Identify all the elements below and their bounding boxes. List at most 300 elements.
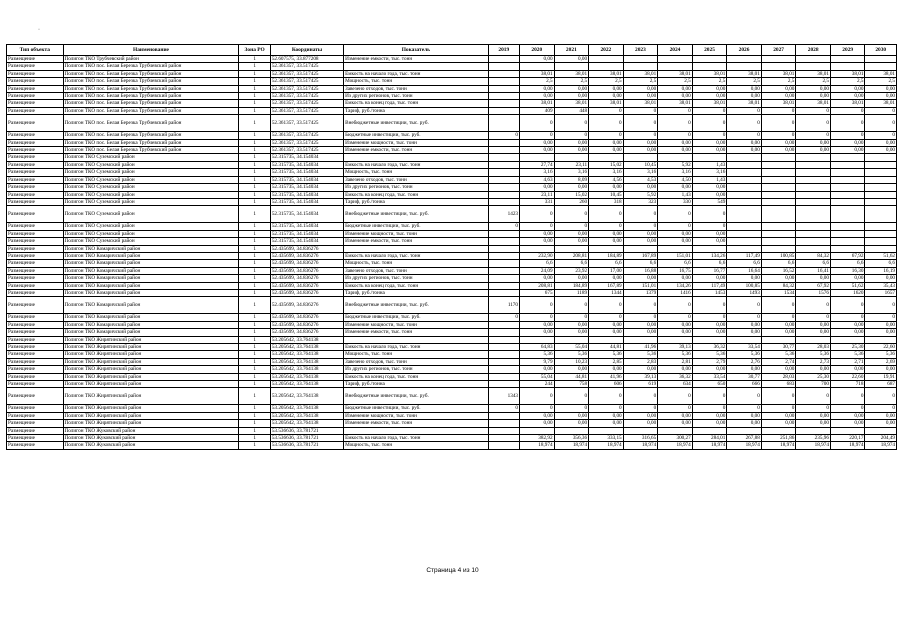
value-cell: 2,5 bbox=[520, 78, 555, 85]
value-cell: 2,5 bbox=[796, 78, 831, 85]
zone-cell: 1 bbox=[239, 420, 270, 427]
column-header: 2019 bbox=[488, 45, 519, 56]
object-type-cell: Размещение bbox=[7, 70, 64, 77]
value-cell: 208,81 bbox=[520, 282, 555, 289]
value-cell bbox=[865, 245, 897, 252]
value-cell: 448 bbox=[554, 107, 589, 114]
table-row bbox=[7, 191, 897, 198]
zone-cell: 1 bbox=[239, 56, 270, 63]
table-row bbox=[7, 238, 897, 245]
column-header: 2020 bbox=[520, 45, 555, 56]
value-cell bbox=[727, 154, 762, 161]
value-cell: 38,01 bbox=[623, 100, 658, 107]
value-cell: 0,00 bbox=[589, 366, 624, 373]
table-row bbox=[7, 427, 897, 434]
value-cell bbox=[554, 427, 589, 434]
name-cell: Полигон ТКО Жирятинский район bbox=[63, 358, 239, 365]
value-cell bbox=[488, 70, 519, 77]
value-cell: 0 bbox=[830, 132, 865, 139]
value-cell: 0,00 bbox=[554, 230, 589, 237]
data-table-container bbox=[6, 44, 897, 450]
value-cell: 0,00 bbox=[520, 238, 555, 245]
value-cell: 0 bbox=[554, 314, 589, 321]
value-cell: 38,01 bbox=[761, 100, 796, 107]
table-row bbox=[7, 405, 897, 412]
value-cell: 0 bbox=[761, 297, 796, 314]
zone-cell: 1 bbox=[239, 154, 270, 161]
value-cell: 2,69 bbox=[865, 358, 897, 365]
value-cell bbox=[830, 191, 865, 198]
value-cell bbox=[727, 184, 762, 191]
value-cell: 0,00 bbox=[520, 366, 555, 373]
value-cell bbox=[796, 176, 831, 183]
value-cell bbox=[520, 63, 555, 70]
value-cell: 675 bbox=[520, 289, 555, 296]
indicator-cell: Изменение емкости, тыс. тонн bbox=[344, 56, 488, 63]
zone-cell: 1 bbox=[239, 336, 270, 343]
value-cell bbox=[865, 169, 897, 176]
value-cell: 1620 bbox=[830, 289, 865, 296]
value-cell: 0,00 bbox=[658, 147, 693, 154]
zone-cell: 1 bbox=[239, 115, 270, 132]
value-cell: 0 bbox=[796, 388, 831, 405]
value-cell: 38,01 bbox=[554, 100, 589, 107]
value-cell: 2,5 bbox=[692, 78, 727, 85]
object-type-cell: Размещение bbox=[7, 56, 64, 63]
value-cell bbox=[865, 238, 897, 245]
value-cell bbox=[658, 63, 693, 70]
value-cell: 1576 bbox=[796, 289, 831, 296]
value-cell bbox=[761, 230, 796, 237]
value-cell: 2,85 bbox=[589, 358, 624, 365]
value-cell: 1379 bbox=[623, 289, 658, 296]
value-cell bbox=[488, 147, 519, 154]
indicator-cell: Бюджетные инвестиции, тыс. руб. bbox=[344, 314, 488, 321]
value-cell bbox=[865, 56, 897, 63]
value-cell: 6,6 bbox=[830, 260, 865, 267]
value-cell: 316,65 bbox=[623, 435, 658, 442]
object-type-cell: Размещение bbox=[7, 314, 64, 321]
value-cell: 0 bbox=[520, 132, 555, 139]
zone-cell: 1 bbox=[239, 93, 270, 100]
coordinates-cell: 53.205642, 33.764138 bbox=[270, 344, 343, 351]
value-cell: 39,13 bbox=[658, 344, 693, 351]
value-cell: 2,5 bbox=[727, 78, 762, 85]
zone-cell: 1 bbox=[239, 169, 270, 176]
value-cell: 17,00 bbox=[589, 267, 624, 274]
indicator-cell bbox=[344, 427, 488, 434]
coordinates-cell: 53.536636, 33.781721 bbox=[270, 427, 343, 434]
value-cell bbox=[865, 184, 897, 191]
coordinates-cell: 53.536636, 33.781721 bbox=[270, 442, 343, 449]
zone-cell: 1 bbox=[239, 238, 270, 245]
value-cell: 244 bbox=[520, 381, 555, 388]
object-type-cell: Размещение bbox=[7, 223, 64, 230]
value-cell: 38,01 bbox=[830, 70, 865, 77]
value-cell bbox=[623, 427, 658, 434]
value-cell bbox=[796, 184, 831, 191]
value-cell: 0,00 bbox=[761, 139, 796, 146]
value-cell: 0 bbox=[796, 405, 831, 412]
value-cell: 0 bbox=[554, 405, 589, 412]
value-cell: 0 bbox=[692, 206, 727, 223]
value-cell: 0,00 bbox=[520, 275, 555, 282]
indicator-cell: Емкость на начало года, тыс. тонн bbox=[344, 161, 488, 168]
name-cell: Полигон ТКО пос. Белая Березка Трубчевский район bbox=[63, 85, 239, 92]
object-type-cell: Размещение bbox=[7, 85, 64, 92]
value-cell: 284,01 bbox=[692, 435, 727, 442]
value-cell: 0,00 bbox=[692, 238, 727, 245]
column-header: 2029 bbox=[830, 45, 865, 56]
value-cell: 0,00 bbox=[692, 184, 727, 191]
value-cell: 0 bbox=[865, 314, 897, 321]
indicator-cell: Завезено отходов, тыс. тонн bbox=[344, 176, 488, 183]
value-cell: 6,6 bbox=[692, 260, 727, 267]
table-row bbox=[7, 63, 897, 70]
value-cell: 0,00 bbox=[658, 321, 693, 328]
column-header: 2026 bbox=[727, 45, 762, 56]
value-cell: 0,00 bbox=[520, 412, 555, 419]
value-cell: 0 bbox=[865, 115, 897, 132]
value-cell: 220,17 bbox=[830, 435, 865, 442]
value-cell: 0,00 bbox=[658, 420, 693, 427]
value-cell: 0,00 bbox=[520, 329, 555, 336]
table-row bbox=[7, 85, 897, 92]
table-row bbox=[7, 358, 897, 365]
value-cell: 38,01 bbox=[865, 100, 897, 107]
value-cell: 0 bbox=[658, 314, 693, 321]
table-row bbox=[7, 139, 897, 146]
value-cell: 232,90 bbox=[520, 252, 555, 259]
value-cell bbox=[727, 230, 762, 237]
value-cell bbox=[488, 329, 519, 336]
coordinates-cell: 52.315735, 34.154034 bbox=[270, 238, 343, 245]
value-cell bbox=[761, 63, 796, 70]
value-cell: 18,974 bbox=[589, 442, 624, 449]
value-cell: 134,26 bbox=[692, 252, 727, 259]
value-cell: 619 bbox=[623, 381, 658, 388]
value-cell: 38,01 bbox=[830, 100, 865, 107]
value-cell bbox=[796, 336, 831, 343]
object-type-cell: Размещение bbox=[7, 206, 64, 223]
value-cell: 634 bbox=[658, 381, 693, 388]
table-row bbox=[7, 260, 897, 267]
value-cell: 10,23 bbox=[554, 358, 589, 365]
indicator-cell: Внебюджетные инвестиции, тыс. руб. bbox=[344, 115, 488, 132]
value-cell: 700 bbox=[796, 381, 831, 388]
value-cell bbox=[488, 63, 519, 70]
value-cell bbox=[623, 336, 658, 343]
value-cell bbox=[488, 275, 519, 282]
value-cell: 0,00 bbox=[520, 85, 555, 92]
value-cell bbox=[830, 230, 865, 237]
zone-cell: 1 bbox=[239, 63, 270, 70]
indicator-cell: Изменение мощности, тыс. тонн bbox=[344, 139, 488, 146]
value-cell: 0,00 bbox=[589, 147, 624, 154]
value-cell: 0 bbox=[830, 314, 865, 321]
value-cell bbox=[865, 427, 897, 434]
value-cell: 16,19 bbox=[865, 267, 897, 274]
value-cell bbox=[488, 161, 519, 168]
value-cell: 300,27 bbox=[658, 435, 693, 442]
zone-cell: 1 bbox=[239, 442, 270, 449]
object-type-cell: Размещение bbox=[7, 100, 64, 107]
indicator-cell: Из других регионов, тыс. тонн bbox=[344, 184, 488, 191]
indicator-cell: Завезено отходов, тыс. тонн bbox=[344, 358, 488, 365]
value-cell: 0,00 bbox=[589, 139, 624, 146]
value-cell bbox=[865, 223, 897, 230]
value-cell bbox=[658, 336, 693, 343]
value-cell: 84,32 bbox=[796, 252, 831, 259]
name-cell: Полигон ТКО Суземский район bbox=[63, 169, 239, 176]
value-cell: 38,01 bbox=[554, 70, 589, 77]
name-cell: Полигон ТКО Жуковский район bbox=[63, 442, 239, 449]
value-cell: 167,89 bbox=[623, 252, 658, 259]
coordinates-cell: 52.315735, 34.154034 bbox=[270, 161, 343, 168]
value-cell: 0,00 bbox=[554, 366, 589, 373]
value-cell: 0 bbox=[727, 388, 762, 405]
indicator-cell: Внебюджетные инвестиции, тыс. руб. bbox=[344, 206, 488, 223]
indicator-cell: Изменение емкости, тыс. тонн bbox=[344, 147, 488, 154]
table-row bbox=[7, 435, 897, 442]
value-cell bbox=[488, 115, 519, 132]
table-row bbox=[7, 289, 897, 296]
value-cell: 0 bbox=[761, 405, 796, 412]
table-row bbox=[7, 206, 897, 223]
value-cell bbox=[589, 245, 624, 252]
name-cell: Полигон ТКО Жуковский район bbox=[63, 427, 239, 434]
indicator-cell: Изменение емкости, тыс. тонн bbox=[344, 329, 488, 336]
zone-cell: 1 bbox=[239, 329, 270, 336]
table-row bbox=[7, 351, 897, 358]
indicator-cell: Мощность, тыс. тонн bbox=[344, 351, 488, 358]
value-cell: 0 bbox=[623, 405, 658, 412]
value-cell bbox=[865, 230, 897, 237]
value-cell: 117,49 bbox=[727, 252, 762, 259]
value-cell bbox=[554, 63, 589, 70]
name-cell: Полигон ТКО пос. Белая Березка Трубчевский район bbox=[63, 93, 239, 100]
indicator-cell: Емкость на конец года, тыс. тонн bbox=[344, 282, 488, 289]
value-cell: 0 bbox=[796, 297, 831, 314]
value-cell: 0,00 bbox=[658, 366, 693, 373]
value-cell: 0,00 bbox=[727, 321, 762, 328]
value-cell: 0,00 bbox=[554, 139, 589, 146]
coordinates-cell: 52.361357, 33.517425 bbox=[270, 85, 343, 92]
value-cell bbox=[761, 154, 796, 161]
zone-cell: 1 bbox=[239, 373, 270, 380]
value-cell: 758 bbox=[554, 381, 589, 388]
value-cell: 16,41 bbox=[796, 267, 831, 274]
value-cell bbox=[796, 161, 831, 168]
value-cell: 0 bbox=[865, 388, 897, 405]
value-cell: 27,74 bbox=[520, 161, 555, 168]
value-cell bbox=[488, 344, 519, 351]
coordinates-cell: 52.435699, 34.836276 bbox=[270, 329, 343, 336]
table-row bbox=[7, 344, 897, 351]
value-cell: 0,00 bbox=[692, 191, 727, 198]
indicator-cell: Из других регионов, тыс. тонн bbox=[344, 93, 488, 100]
value-cell: 0,00 bbox=[589, 412, 624, 419]
table-row bbox=[7, 314, 897, 321]
zone-cell: 1 bbox=[239, 275, 270, 282]
value-cell bbox=[727, 245, 762, 252]
value-cell: 0 bbox=[692, 107, 727, 114]
value-cell bbox=[488, 184, 519, 191]
value-cell bbox=[658, 245, 693, 252]
value-cell: 0,00 bbox=[761, 329, 796, 336]
value-cell bbox=[488, 412, 519, 419]
value-cell: 0,00 bbox=[761, 275, 796, 282]
zone-cell: 1 bbox=[239, 184, 270, 191]
zone-cell: 1 bbox=[239, 388, 270, 405]
value-cell: 18,974 bbox=[692, 442, 727, 449]
name-cell: Полигон ТКО Суземский район bbox=[63, 176, 239, 183]
zone-cell: 1 bbox=[239, 147, 270, 154]
value-cell: 1189 bbox=[554, 289, 589, 296]
value-cell: 5,36 bbox=[589, 351, 624, 358]
name-cell: Полигон ТКО пос. Белая Березка Трубчевский район bbox=[63, 107, 239, 114]
value-cell: 0 bbox=[589, 314, 624, 321]
value-cell bbox=[589, 336, 624, 343]
coordinates-cell: 52.361357, 33.517425 bbox=[270, 63, 343, 70]
value-cell: 0 bbox=[554, 297, 589, 314]
value-cell bbox=[589, 56, 624, 63]
value-cell bbox=[761, 176, 796, 183]
coordinates-cell: 52.315735, 34.154034 bbox=[270, 169, 343, 176]
table-row bbox=[7, 336, 897, 343]
indicator-cell: Емкость на конец года, тыс. тонн bbox=[344, 191, 488, 198]
value-cell: 323 bbox=[623, 198, 658, 205]
value-cell bbox=[488, 381, 519, 388]
value-cell: 16,52 bbox=[761, 267, 796, 274]
value-cell: 0,00 bbox=[830, 275, 865, 282]
table-row bbox=[7, 282, 897, 289]
coordinates-cell: 53.205642, 33.764138 bbox=[270, 388, 343, 405]
zone-cell: 1 bbox=[239, 267, 270, 274]
object-type-cell: Размещение bbox=[7, 245, 64, 252]
object-type-cell: Размещение bbox=[7, 435, 64, 442]
column-header: 2024 bbox=[658, 45, 693, 56]
value-cell: 38,01 bbox=[692, 70, 727, 77]
name-cell: Полигон ТКО пос. Белая Березка Трубчевский район bbox=[63, 132, 239, 139]
object-type-cell: Размещение bbox=[7, 198, 64, 205]
table-row bbox=[7, 132, 897, 139]
value-cell: 0,00 bbox=[865, 139, 897, 146]
value-cell: 16,77 bbox=[692, 267, 727, 274]
indicator-cell: Изменение мощности, тыс. тонн bbox=[344, 321, 488, 328]
value-cell: 2,81 bbox=[658, 358, 693, 365]
zone-cell: 1 bbox=[239, 260, 270, 267]
value-cell bbox=[623, 245, 658, 252]
value-cell: 16,88 bbox=[623, 267, 658, 274]
object-type-cell: Размещение bbox=[7, 132, 64, 139]
value-cell bbox=[761, 56, 796, 63]
zone-cell: 1 bbox=[239, 435, 270, 442]
table-row bbox=[7, 100, 897, 107]
object-type-cell: Размещение bbox=[7, 358, 64, 365]
value-cell bbox=[796, 245, 831, 252]
value-cell bbox=[865, 176, 897, 183]
value-cell: 0 bbox=[658, 388, 693, 405]
zone-cell: 1 bbox=[239, 107, 270, 114]
indicator-cell: Бюджетные инвестиции, тыс. руб. bbox=[344, 405, 488, 412]
value-cell: 0,00 bbox=[623, 321, 658, 328]
object-type-cell: Размещение bbox=[7, 260, 64, 267]
value-cell: 100,85 bbox=[727, 282, 762, 289]
value-cell: 2,73 bbox=[796, 358, 831, 365]
coordinates-cell: 52.607575, 33.877208 bbox=[270, 56, 343, 63]
value-cell: 0 bbox=[589, 297, 624, 314]
zone-cell: 1 bbox=[239, 405, 270, 412]
indicator-cell: Бюджетные инвестиции, тыс. руб. bbox=[344, 223, 488, 230]
name-cell: Полигон ТКО Комаричский район bbox=[63, 282, 239, 289]
coordinates-cell: 52.361357, 33.517425 bbox=[270, 70, 343, 77]
column-header: Тип объекта bbox=[7, 45, 64, 56]
value-cell: 0 bbox=[589, 206, 624, 223]
value-cell bbox=[488, 238, 519, 245]
value-cell: 41,96 bbox=[623, 344, 658, 351]
table-row bbox=[7, 70, 897, 77]
value-cell: 2,5 bbox=[589, 78, 624, 85]
indicator-cell: Из других регионов, тыс. тонн bbox=[344, 275, 488, 282]
object-type-cell: Размещение bbox=[7, 230, 64, 237]
table-row bbox=[7, 161, 897, 168]
value-cell: 5,92 bbox=[623, 191, 658, 198]
value-cell bbox=[488, 154, 519, 161]
value-cell: 0,00 bbox=[589, 93, 624, 100]
zone-cell: 1 bbox=[239, 321, 270, 328]
value-cell bbox=[865, 154, 897, 161]
value-cell: 134,26 bbox=[658, 282, 693, 289]
value-cell bbox=[589, 427, 624, 434]
name-cell: Полигон ТКО пос. Белая Березка Трубчевский район bbox=[63, 78, 239, 85]
value-cell: 0,00 bbox=[658, 238, 693, 245]
value-cell bbox=[488, 366, 519, 373]
value-cell: 382,92 bbox=[520, 435, 555, 442]
coordinates-cell: 53.205642, 33.764138 bbox=[270, 366, 343, 373]
value-cell bbox=[692, 154, 727, 161]
value-cell: 3,16 bbox=[554, 169, 589, 176]
column-header: 2028 bbox=[796, 45, 831, 56]
value-cell: 1493 bbox=[727, 289, 762, 296]
value-cell: 18,974 bbox=[554, 442, 589, 449]
value-cell: 6,6 bbox=[761, 260, 796, 267]
value-cell: 5,36 bbox=[830, 351, 865, 358]
name-cell: Полигон ТКО Комаричский район bbox=[63, 314, 239, 321]
object-type-cell: Размещение bbox=[7, 252, 64, 259]
value-cell: 1,43 bbox=[692, 161, 727, 168]
value-cell: 0,00 bbox=[520, 420, 555, 427]
value-cell: 38,01 bbox=[865, 70, 897, 77]
object-type-cell: Размещение bbox=[7, 329, 64, 336]
value-cell: 2,5 bbox=[623, 78, 658, 85]
value-cell: 3,16 bbox=[658, 169, 693, 176]
value-cell: 2,74 bbox=[761, 358, 796, 365]
value-cell bbox=[796, 56, 831, 63]
value-cell: 0,00 bbox=[692, 366, 727, 373]
value-cell: 0,00 bbox=[865, 329, 897, 336]
value-cell bbox=[554, 245, 589, 252]
value-cell bbox=[488, 78, 519, 85]
value-cell bbox=[488, 267, 519, 274]
value-cell: 38,01 bbox=[796, 70, 831, 77]
value-cell: 0 bbox=[658, 115, 693, 132]
value-cell: 0,00 bbox=[761, 321, 796, 328]
value-cell: 0,00 bbox=[692, 85, 727, 92]
value-cell bbox=[520, 154, 555, 161]
zone-cell: 1 bbox=[239, 191, 270, 198]
coordinates-cell: 52.361357, 33.517425 bbox=[270, 139, 343, 146]
